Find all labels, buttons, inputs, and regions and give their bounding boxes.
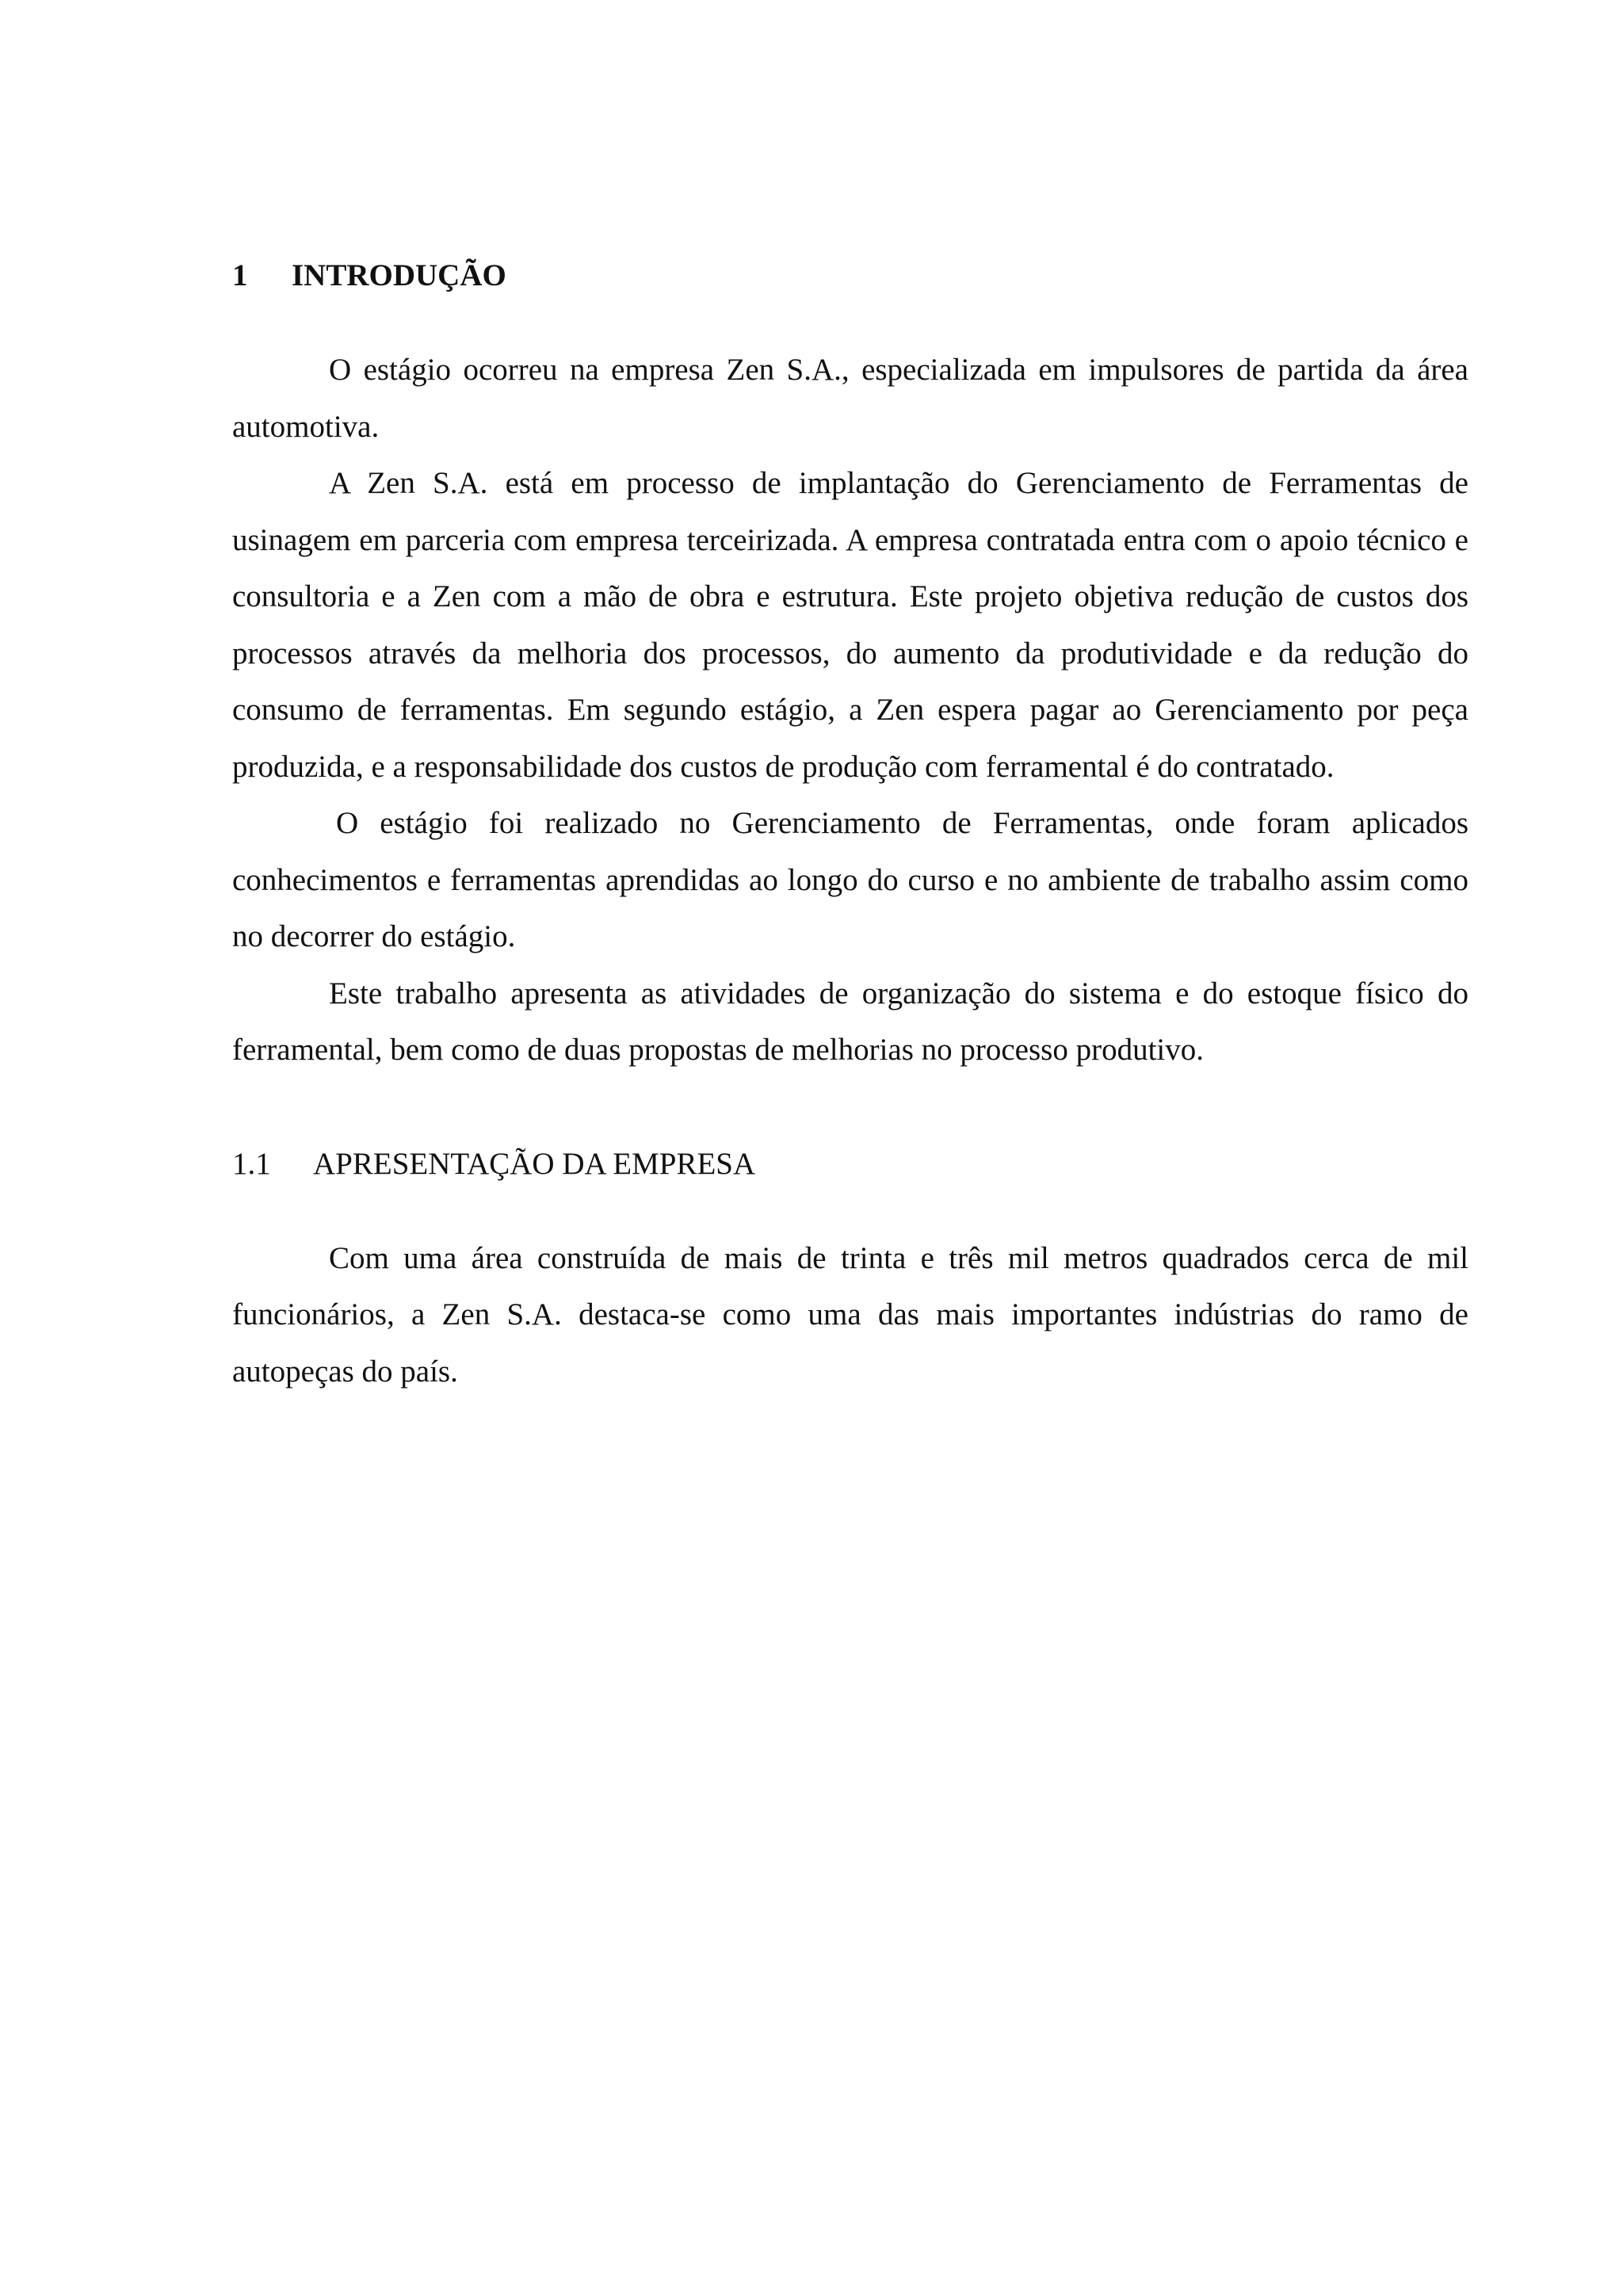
section-heading-introducao <box>232 254 1468 297</box>
paragraph: O estágio foi realizado no Gerenciamento de Ferramentas, onde foram aplicados conhecimentos e ferramentas aprendidas ao longo do curso e no ambiente de trabalho assim como no decorrer do estágio. <box>232 806 1468 953</box>
paragraph: Com uma área construída de mais de trinta e três mil metros quadrados cerca de mil funcionários, a Zen S.A. destaca-se como uma das mais importantes indústrias do ramo de autopeças do país. <box>232 1240 1468 1389</box>
section-number: 1 <box>232 258 248 292</box>
paragraph: O estágio ocorreu na empresa Zen S.A., especializada em impulsores de partida da área automotiva. <box>232 353 1468 444</box>
section-title: INTRODUÇÃO <box>292 258 506 292</box>
section-number: 1.1 <box>232 1146 271 1181</box>
paragraph: Este trabalho apresenta as atividades de organização do sistema e do estoque físico do ferramental, bem como de duas propostas de melhorias no processo produtivo. <box>232 976 1468 1067</box>
paragraph: A Zen S.A. está em processo de implantação do Gerenciamento de Ferramentas de usinagem em parceria com empresa terceirizada. A empresa contratada entra com o apoio técnico e consultoria e a Zen com a mão de obra e estrutura. Este projeto objetiva redução de custos dos processos através da melhoria dos processos, do aumento da produtividade e da redução do consumo de ferramentas. Em segundo estágio, a Zen espera pagar ao Gerenciamento por peça produzida, e a responsabilidade dos custos de produção com ferramental é do contratado. <box>232 466 1468 784</box>
apresentacao-body <box>232 1230 1468 1400</box>
document-page <box>232 254 1468 1400</box>
introducao-body <box>232 342 1468 1079</box>
section-heading-apresentacao <box>232 1142 1468 1186</box>
section-title: APRESENTAÇÃO DA EMPRESA <box>313 1146 756 1181</box>
